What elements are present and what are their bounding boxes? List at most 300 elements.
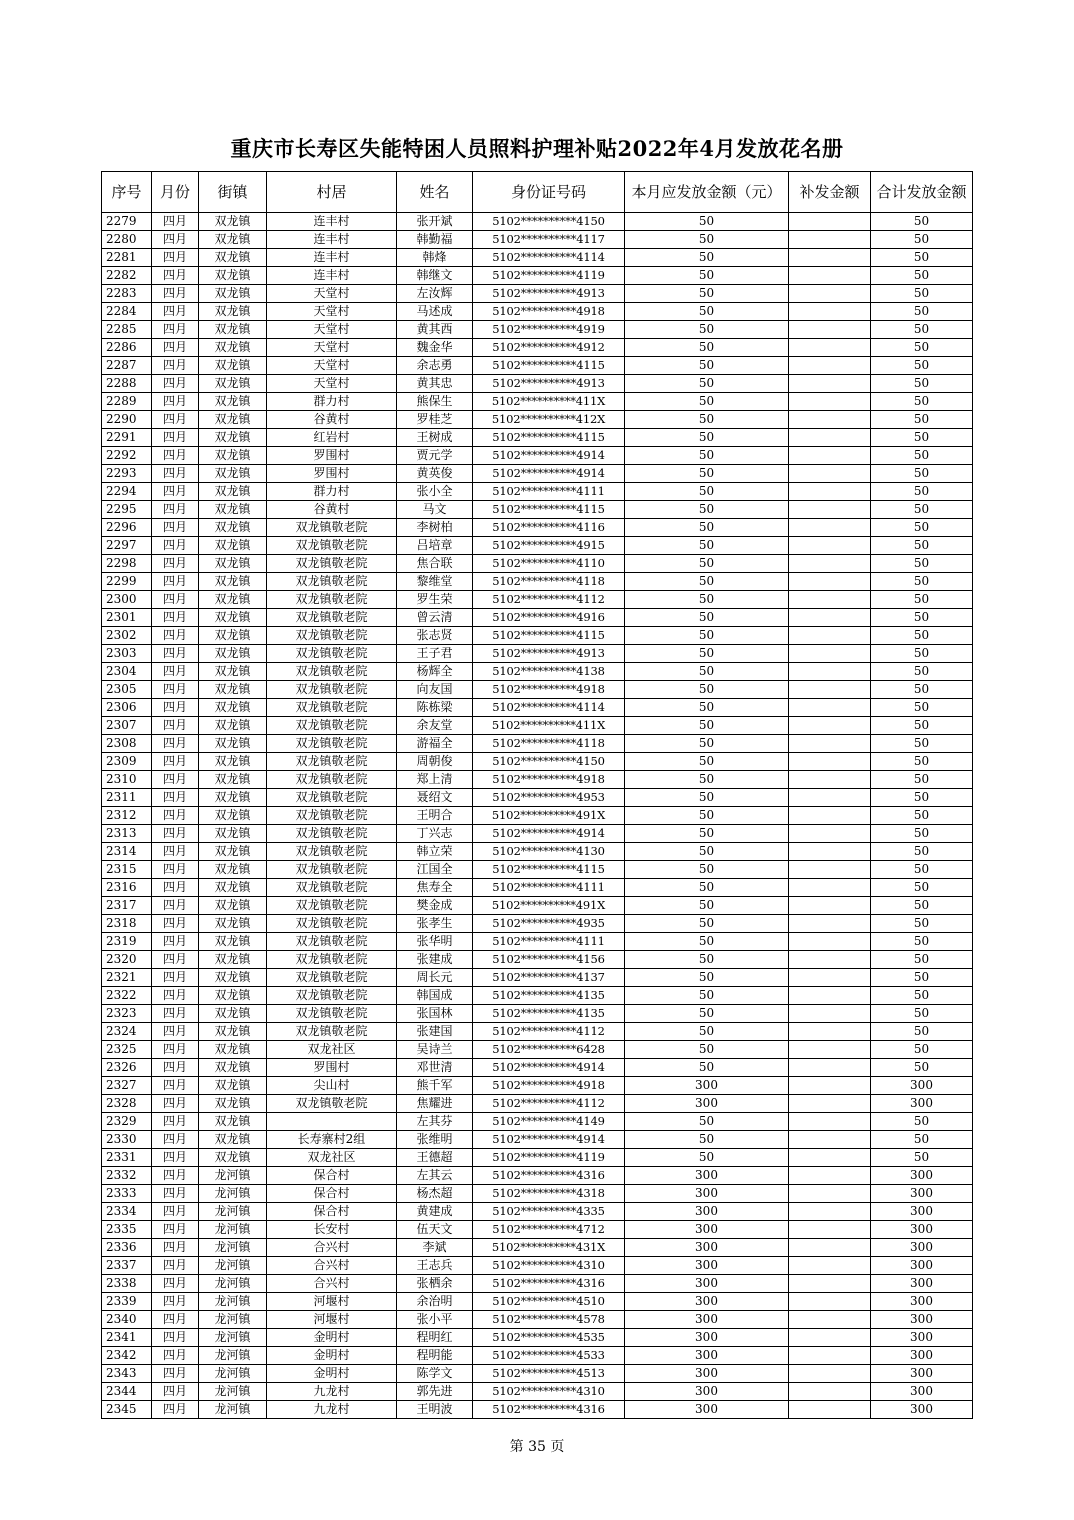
cell-month: 四月 [152,987,199,1005]
cell-village: 天堂村 [267,339,397,357]
cell-village: 连丰村 [267,249,397,267]
cell-village: 双龙镇敬老院 [267,735,397,753]
cell-supplement [789,591,871,609]
cell-name: 张志贤 [397,627,473,645]
cell-town: 双龙镇 [199,303,267,321]
cell-town: 双龙镇 [199,663,267,681]
cell-total: 50 [871,519,973,537]
cell-due-amount: 50 [625,663,789,681]
cell-month: 四月 [152,627,199,645]
cell-seq: 2301 [102,609,152,627]
cell-seq: 2325 [102,1041,152,1059]
cell-id-number: 5102**********4111 [473,483,625,501]
cell-supplement [789,1329,871,1347]
cell-id-number: 5102**********4918 [473,681,625,699]
cell-village: 双龙镇敬老院 [267,555,397,573]
cell-town: 双龙镇 [199,717,267,735]
cell-due-amount: 300 [625,1185,789,1203]
cell-total: 50 [871,375,973,393]
cell-village: 双龙镇敬老院 [267,699,397,717]
cell-seq: 2285 [102,321,152,339]
cell-supplement [789,987,871,1005]
cell-id-number: 5102**********431X [473,1239,625,1257]
cell-supplement [789,573,871,591]
cell-id-number: 5102**********4310 [473,1383,625,1401]
cell-month: 四月 [152,843,199,861]
cell-seq: 2332 [102,1167,152,1185]
cell-month: 四月 [152,375,199,393]
cell-due-amount: 50 [625,591,789,609]
cell-total: 50 [871,537,973,555]
cell-month: 四月 [152,447,199,465]
table-row [102,663,973,681]
cell-month: 四月 [152,1221,199,1239]
cell-due-amount: 300 [625,1167,789,1185]
cell-name: 伍天文 [397,1221,473,1239]
cell-town: 双龙镇 [199,645,267,663]
cell-name: 向友国 [397,681,473,699]
cell-supplement [789,1167,871,1185]
cell-total: 50 [871,1131,973,1149]
cell-name: 张小平 [397,1311,473,1329]
cell-total: 50 [871,555,973,573]
cell-id-number: 5102**********412X [473,411,625,429]
table-row [102,1113,973,1131]
cell-due-amount: 50 [625,249,789,267]
cell-month: 四月 [152,789,199,807]
cell-seq: 2344 [102,1383,152,1401]
cell-total: 50 [871,663,973,681]
cell-supplement [789,1293,871,1311]
cell-id-number: 5102**********4111 [473,879,625,897]
cell-seq: 2322 [102,987,152,1005]
cell-supplement [789,429,871,447]
cell-month: 四月 [152,1149,199,1167]
cell-village: 天堂村 [267,321,397,339]
cell-village: 罗围村 [267,1059,397,1077]
cell-month: 四月 [152,1239,199,1257]
cell-village: 双龙社区 [267,1149,397,1167]
cell-name: 余友堂 [397,717,473,735]
cell-total: 50 [871,771,973,789]
cell-id-number: 5102**********4112 [473,1023,625,1041]
table-row [102,987,973,1005]
cell-supplement [789,645,871,663]
cell-id-number: 5102**********4913 [473,645,625,663]
cell-village: 双龙镇敬老院 [267,1023,397,1041]
table-row [102,591,973,609]
cell-name: 王德超 [397,1149,473,1167]
cell-village: 双龙镇敬老院 [267,843,397,861]
cell-month: 四月 [152,465,199,483]
cell-total: 50 [871,357,973,375]
cell-town: 双龙镇 [199,1149,267,1167]
cell-due-amount: 50 [625,771,789,789]
cell-id-number: 5102**********411X [473,393,625,411]
cell-name: 余治明 [397,1293,473,1311]
cell-town: 双龙镇 [199,843,267,861]
table-row [102,1239,973,1257]
cell-village: 双龙镇敬老院 [267,951,397,969]
cell-name: 韩继文 [397,267,473,285]
cell-seq: 2323 [102,1005,152,1023]
cell-total: 50 [871,645,973,663]
cell-supplement [789,501,871,519]
cell-name: 王明波 [397,1401,473,1419]
cell-town: 双龙镇 [199,465,267,483]
cell-total: 50 [871,465,973,483]
cell-village: 长安村 [267,1221,397,1239]
cell-due-amount: 50 [625,1059,789,1077]
cell-due-amount: 300 [625,1365,789,1383]
table-row [102,645,973,663]
cell-total: 300 [871,1203,973,1221]
cell-village: 双龙镇敬老院 [267,627,397,645]
header-village: 村居 [267,172,397,213]
cell-id-number: 5102**********491X [473,807,625,825]
cell-due-amount: 50 [625,285,789,303]
subsidy-roster-table [101,171,973,1419]
cell-village: 罗围村 [267,465,397,483]
cell-town: 龙河镇 [199,1239,267,1257]
cell-month: 四月 [152,1077,199,1095]
table-row [102,375,973,393]
cell-name: 张建国 [397,1023,473,1041]
cell-total: 50 [871,591,973,609]
cell-supplement [789,1221,871,1239]
cell-seq: 2303 [102,645,152,663]
cell-seq: 2283 [102,285,152,303]
cell-id-number: 5102**********4913 [473,375,625,393]
cell-name: 吕培章 [397,537,473,555]
cell-town: 双龙镇 [199,213,267,231]
cell-supplement [789,1365,871,1383]
cell-total: 300 [871,1239,973,1257]
cell-month: 四月 [152,483,199,501]
cell-seq: 2310 [102,771,152,789]
cell-id-number: 5102**********4712 [473,1221,625,1239]
cell-town: 龙河镇 [199,1293,267,1311]
cell-seq: 2340 [102,1311,152,1329]
cell-supplement [789,1347,871,1365]
cell-due-amount: 50 [625,1113,789,1131]
cell-town: 双龙镇 [199,591,267,609]
cell-id-number: 5102**********4112 [473,591,625,609]
cell-seq: 2308 [102,735,152,753]
cell-village: 双龙镇敬老院 [267,807,397,825]
cell-supplement [789,339,871,357]
cell-total: 50 [871,231,973,249]
cell-seq: 2296 [102,519,152,537]
cell-total: 50 [871,609,973,627]
cell-supplement [789,285,871,303]
cell-id-number: 5102**********4913 [473,285,625,303]
cell-name: 王树成 [397,429,473,447]
cell-supplement [789,1113,871,1131]
cell-id-number: 5102**********6428 [473,1041,625,1059]
cell-seq: 2280 [102,231,152,249]
cell-town: 龙河镇 [199,1167,267,1185]
cell-due-amount: 50 [625,951,789,969]
cell-name: 王子君 [397,645,473,663]
cell-town: 龙河镇 [199,1221,267,1239]
cell-town: 双龙镇 [199,375,267,393]
cell-seq: 2337 [102,1257,152,1275]
cell-village: 双龙镇敬老院 [267,879,397,897]
table-row [102,771,973,789]
table-row [102,1095,973,1113]
cell-town: 龙河镇 [199,1275,267,1293]
header-total: 合计发放金额 [871,172,973,213]
table-row [102,1221,973,1239]
cell-month: 四月 [152,1401,199,1419]
cell-name: 黄其西 [397,321,473,339]
cell-month: 四月 [152,1113,199,1131]
cell-name: 马文 [397,501,473,519]
cell-month: 四月 [152,429,199,447]
cell-village: 天堂村 [267,303,397,321]
cell-town: 双龙镇 [199,573,267,591]
cell-total: 50 [871,1023,973,1041]
cell-supplement [789,807,871,825]
cell-total: 50 [871,753,973,771]
cell-month: 四月 [152,1257,199,1275]
cell-name: 韩立荣 [397,843,473,861]
cell-total: 50 [871,1005,973,1023]
table-row [102,951,973,969]
table-row [102,393,973,411]
cell-village: 双龙镇敬老院 [267,825,397,843]
cell-village: 双龙社区 [267,1041,397,1059]
cell-month: 四月 [152,1293,199,1311]
cell-total: 50 [871,321,973,339]
cell-id-number: 5102**********4116 [473,519,625,537]
cell-supplement [789,519,871,537]
cell-id-number: 5102**********4115 [473,627,625,645]
cell-village: 金明村 [267,1347,397,1365]
cell-town: 双龙镇 [199,825,267,843]
cell-supplement [789,681,871,699]
table-row [102,915,973,933]
cell-due-amount: 300 [625,1239,789,1257]
cell-total: 50 [871,483,973,501]
cell-due-amount: 50 [625,843,789,861]
cell-supplement [789,897,871,915]
cell-village: 天堂村 [267,285,397,303]
cell-seq: 2309 [102,753,152,771]
cell-id-number: 5102**********4115 [473,861,625,879]
cell-seq: 2345 [102,1401,152,1419]
cell-town: 双龙镇 [199,339,267,357]
cell-total: 50 [871,717,973,735]
cell-supplement [789,1239,871,1257]
table-row [102,249,973,267]
cell-month: 四月 [152,933,199,951]
cell-month: 四月 [152,1005,199,1023]
cell-due-amount: 300 [625,1275,789,1293]
cell-month: 四月 [152,771,199,789]
cell-due-amount: 300 [625,1329,789,1347]
cell-month: 四月 [152,1185,199,1203]
table-row [102,1347,973,1365]
cell-supplement [789,609,871,627]
table-row [102,735,973,753]
cell-month: 四月 [152,969,199,987]
cell-village: 群力村 [267,483,397,501]
cell-id-number: 5102**********4533 [473,1347,625,1365]
cell-name: 焦寿全 [397,879,473,897]
cell-town: 双龙镇 [199,933,267,951]
cell-seq: 2289 [102,393,152,411]
cell-town: 双龙镇 [199,231,267,249]
cell-id-number: 5102**********4316 [473,1167,625,1185]
cell-village: 谷黄村 [267,501,397,519]
cell-supplement [789,1185,871,1203]
cell-name: 韩烽 [397,249,473,267]
cell-town: 双龙镇 [199,951,267,969]
cell-village: 双龙镇敬老院 [267,753,397,771]
cell-seq: 2327 [102,1077,152,1095]
cell-total: 50 [871,393,973,411]
cell-village: 连丰村 [267,267,397,285]
cell-seq: 2286 [102,339,152,357]
cell-month: 四月 [152,231,199,249]
cell-due-amount: 300 [625,1311,789,1329]
cell-id-number: 5102**********4510 [473,1293,625,1311]
cell-total: 50 [871,429,973,447]
cell-name: 程明能 [397,1347,473,1365]
cell-village: 双龙镇敬老院 [267,915,397,933]
cell-due-amount: 300 [625,1383,789,1401]
cell-id-number: 5102**********4914 [473,825,625,843]
cell-total: 50 [871,1149,973,1167]
cell-town: 双龙镇 [199,249,267,267]
cell-seq: 2321 [102,969,152,987]
cell-name: 丁兴志 [397,825,473,843]
cell-total: 300 [871,1401,973,1419]
table-row [102,1059,973,1077]
cell-month: 四月 [152,1383,199,1401]
table-row [102,1401,973,1419]
table-row [102,1023,973,1041]
cell-id-number: 5102**********4138 [473,663,625,681]
cell-total: 50 [871,1059,973,1077]
cell-town: 双龙镇 [199,321,267,339]
cell-town: 双龙镇 [199,1131,267,1149]
cell-total: 50 [871,699,973,717]
cell-village: 河堰村 [267,1311,397,1329]
cell-total: 50 [871,897,973,915]
cell-village: 金明村 [267,1329,397,1347]
cell-village: 双龙镇敬老院 [267,519,397,537]
cell-due-amount: 50 [625,519,789,537]
table-row [102,843,973,861]
cell-total: 300 [871,1365,973,1383]
cell-town: 双龙镇 [199,735,267,753]
cell-town: 双龙镇 [199,897,267,915]
cell-supplement [789,717,871,735]
cell-village [267,1113,397,1131]
cell-name: 聂绍文 [397,789,473,807]
cell-seq: 2335 [102,1221,152,1239]
cell-village: 双龙镇敬老院 [267,969,397,987]
cell-id-number: 5102**********4316 [473,1401,625,1419]
cell-due-amount: 50 [625,1023,789,1041]
cell-total: 50 [871,1041,973,1059]
cell-due-amount: 50 [625,987,789,1005]
cell-town: 双龙镇 [199,969,267,987]
cell-town: 双龙镇 [199,1113,267,1131]
cell-seq: 2342 [102,1347,152,1365]
cell-due-amount: 50 [625,429,789,447]
cell-supplement [789,699,871,717]
cell-name: 曾云清 [397,609,473,627]
table-row [102,285,973,303]
cell-id-number: 5102**********4915 [473,537,625,555]
cell-id-number: 5102**********4918 [473,303,625,321]
cell-total: 50 [871,681,973,699]
cell-id-number: 5102**********4110 [473,555,625,573]
cell-seq: 2343 [102,1365,152,1383]
cell-seq: 2338 [102,1275,152,1293]
cell-id-number: 5102**********4914 [473,1059,625,1077]
cell-name: 张华明 [397,933,473,951]
cell-seq: 2313 [102,825,152,843]
cell-due-amount: 50 [625,897,789,915]
cell-supplement [789,1401,871,1419]
cell-village: 连丰村 [267,231,397,249]
cell-due-amount: 300 [625,1077,789,1095]
cell-month: 四月 [152,1095,199,1113]
cell-village: 保合村 [267,1167,397,1185]
table-row [102,573,973,591]
cell-village: 双龙镇敬老院 [267,573,397,591]
cell-seq: 2333 [102,1185,152,1203]
cell-due-amount: 50 [625,267,789,285]
cell-town: 双龙镇 [199,1059,267,1077]
cell-name: 张栖余 [397,1275,473,1293]
cell-supplement [789,411,871,429]
cell-seq: 2336 [102,1239,152,1257]
cell-month: 四月 [152,1041,199,1059]
cell-month: 四月 [152,1329,199,1347]
cell-due-amount: 50 [625,375,789,393]
cell-village: 金明村 [267,1365,397,1383]
cell-month: 四月 [152,537,199,555]
cell-supplement [789,393,871,411]
cell-seq: 2287 [102,357,152,375]
cell-name: 樊金成 [397,897,473,915]
cell-due-amount: 50 [625,1005,789,1023]
cell-supplement [789,357,871,375]
cell-month: 四月 [152,717,199,735]
table-row [102,681,973,699]
cell-name: 余志勇 [397,357,473,375]
cell-id-number: 5102**********4535 [473,1329,625,1347]
cell-seq: 2326 [102,1059,152,1077]
cell-seq: 2319 [102,933,152,951]
cell-total: 300 [871,1221,973,1239]
cell-month: 四月 [152,411,199,429]
cell-due-amount: 50 [625,861,789,879]
cell-total: 300 [871,1275,973,1293]
table-row [102,897,973,915]
cell-total: 300 [871,1329,973,1347]
table-row [102,1005,973,1023]
cell-name: 韩勤福 [397,231,473,249]
cell-id-number: 5102**********4118 [473,735,625,753]
cell-total: 50 [871,807,973,825]
